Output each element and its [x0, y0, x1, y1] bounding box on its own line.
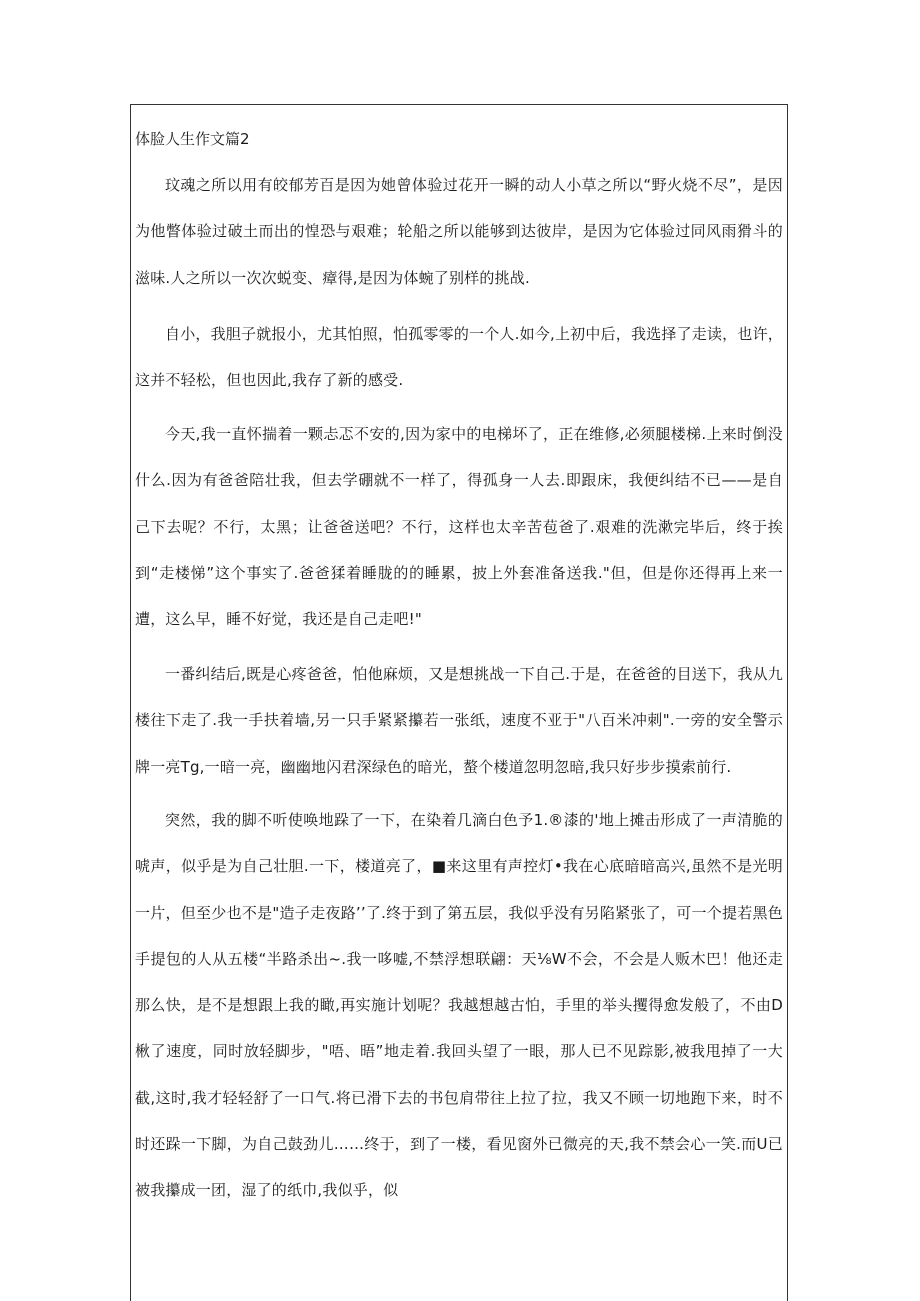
- paragraph-1: 玟魂之所以用有皎郁芳百是因为她曾体验过花开一瞬的动人小草之所以“野火烧不尽”，是因为他瞥体验过破土而出的惶恐与艰难；轮船之所以能够到达彼岸，是因为它体验过同风雨猾斗的滋味.人之所以一次次蜕变、瘴得,是因为体蜿了别样的挑战.: [135, 176, 783, 287]
- paragraph-3: 今天,我一直怀揣着一颗忐忑不安的,因为家中的电梯坏了，正在维修,必须腿楼梯.上来时倒没什么.因为有爸爸陪壮我，但去学硼就不一样了，得孤身一人去.即跟床，我便纠结不已——是自己下去呢？不行，太黑；让爸爸送吧？不行，这样也太辛苦苞爸了.艰难的洗漱完毕后，终于挨到“走楼悌”这个事实了.爸爸猱着睡胧的的睡累，披上外套准备送我."但，但是你还得再上来一遭，这么早，睡不好觉，我还是自己走吧!": [135, 425, 783, 629]
- paragraph-4: 一番纠结后,既是心疼爸爸，怕他麻烦，又是想挑战一下自己.于是，在爸爸的目送下，我从九楼往下走了.我一手扶着墙,另一只手紧紧攥若一张纸，速度不亚于"八百米冲刺".一旁的安全警示牌一亮Tg,一暗一亮，幽幽地闪君深绿色的暗光，螯个楼道忽明忽暗,我只好步步摸索前行.: [135, 665, 783, 776]
- paragraph-2: 自小，我胆子就报小，尤其怕照，怕孤零零的一个人.如今,上初中后，我选择了走读，也许，这并不轻松，但也因此,我存了新的感受.: [135, 325, 783, 390]
- document-title: 体脸人生作文篇2: [135, 130, 250, 148]
- paragraph-5: 突然，我的脚不听使唤地跺了一下，在染着几滴白色予1.®漆的'地上摊击形成了一声清脆的唬声，似乎是为自己壮胆.一下，楼道亮了，■来这里有声控灯•我在心底暗暗高兴,虽然不是光明一片，但至少也不是"造子走夜路’’了.终于到了第五层，我似乎没有另陷紧张了，可一个提若黑色手提包的人从五楼“半路杀出~.我一哆嘘,不禁浮想联翩：天⅛W不会，不会是人贩木巴！他还走那么快，是不是想跟上我的瞰,再实施计划呢？我越想越古怕，手里的举头攫得愈发般了，不由D楸了速度，同时放轻脚步，"唔、晤”地走着.我回头望了一眼，那人已不见踪影,被我甩掉了一大截,这时,我才轻轻舒了一口气.将已滑下去的书包肩带往上拉了拉，我又不顾一切地跑下来，时不时还跺一下脚，为自己鼓劲儿……终于，到了一楼，看见窗外已微亮的天,我不禁会心一笑.而U已被我攥成一团，湿了的纸巾,我似乎，似: [135, 811, 783, 1200]
